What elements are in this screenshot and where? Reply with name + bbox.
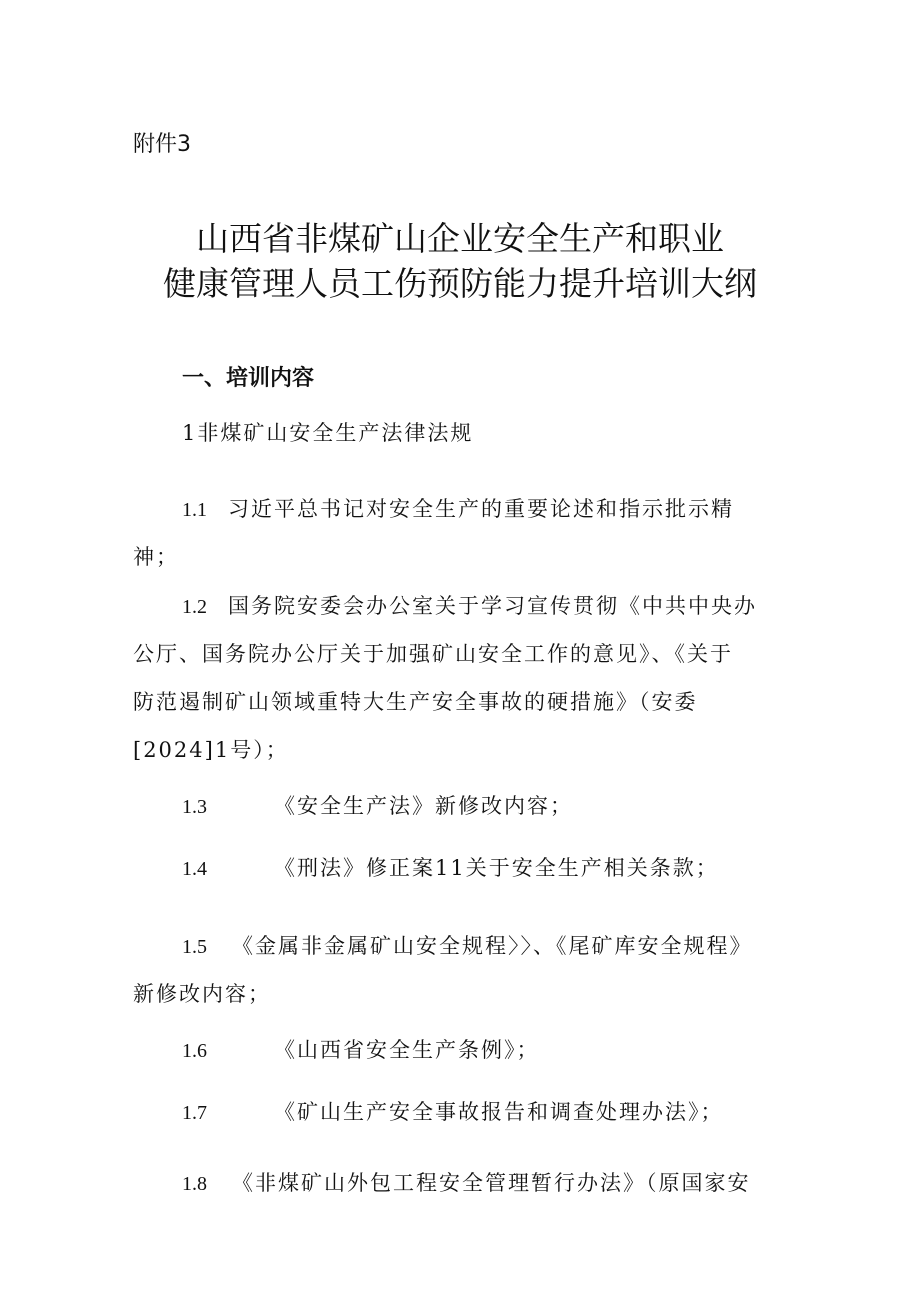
list-item-1-2-cont-2: 防范遏制矿山领域重特大生产安全事故的硬措施》（安委: [133, 690, 698, 714]
attachment-label: 附件3: [133, 132, 191, 157]
item-number: 1.1: [182, 499, 207, 521]
item-text: 《安全生产法》新修改内容；: [274, 794, 573, 818]
item-text: 习近平总书记对安全生产的重要论述和指示批示精: [228, 497, 734, 521]
list-item-1-3: [182, 790, 573, 820]
item-number: 1.3: [182, 796, 207, 818]
list-item-1-4: [182, 852, 719, 882]
item-number: 1.5: [182, 936, 207, 958]
list-item-1-2-cont-3: [2024]1号）；: [133, 738, 289, 762]
list-item-1-5-cont: 新修改内容；: [133, 982, 271, 1006]
item-text: 《非煤矿山外包工程安全管理暂行办法》（原国家安: [232, 1171, 751, 1195]
item-number: 1.4: [182, 858, 207, 880]
document-title-line-2: 健康管理人员工伤预防能力提升培训大纲: [163, 264, 757, 303]
list-item-1-8: [182, 1167, 751, 1197]
list-item-1-1-cont: 神；: [133, 545, 179, 569]
item-text: 《山西省安全生产条例》；: [274, 1038, 540, 1062]
item-text: 《矿山生产安全事故报告和调查处理办法》；: [274, 1100, 724, 1124]
item-text: 国务院安委会办公室关于学习宣传贯彻《中共中央办: [228, 594, 757, 618]
item-number: 1.7: [182, 1102, 207, 1124]
list-item-1-2-cont-1: 公厅、国务院办公厅关于加强矿山安全工作的意见》、《关于: [133, 642, 733, 666]
item-text: 《刑法》修正案11关于安全生产相关条款；: [274, 856, 719, 880]
item-number: 1.8: [182, 1173, 207, 1195]
document-title-line-1: 山西省非煤矿山企业安全生产和职业: [196, 219, 724, 258]
item-number: 1.6: [182, 1040, 207, 1062]
list-item-1-7: [182, 1096, 724, 1126]
list-item-1-6: [182, 1034, 540, 1064]
list-item-1-1: [182, 493, 734, 523]
item-number: 1.2: [182, 596, 207, 618]
list-item-1-2: [182, 590, 757, 620]
subsection-title: 1非煤矿山安全生产法律法规: [182, 421, 474, 445]
list-item-1-5: [182, 930, 753, 960]
item-text: 《金属非金属矿山安全规程〉〉、《尾矿库安全规程》: [232, 934, 753, 958]
section-heading: 一、培训内容: [182, 366, 315, 391]
